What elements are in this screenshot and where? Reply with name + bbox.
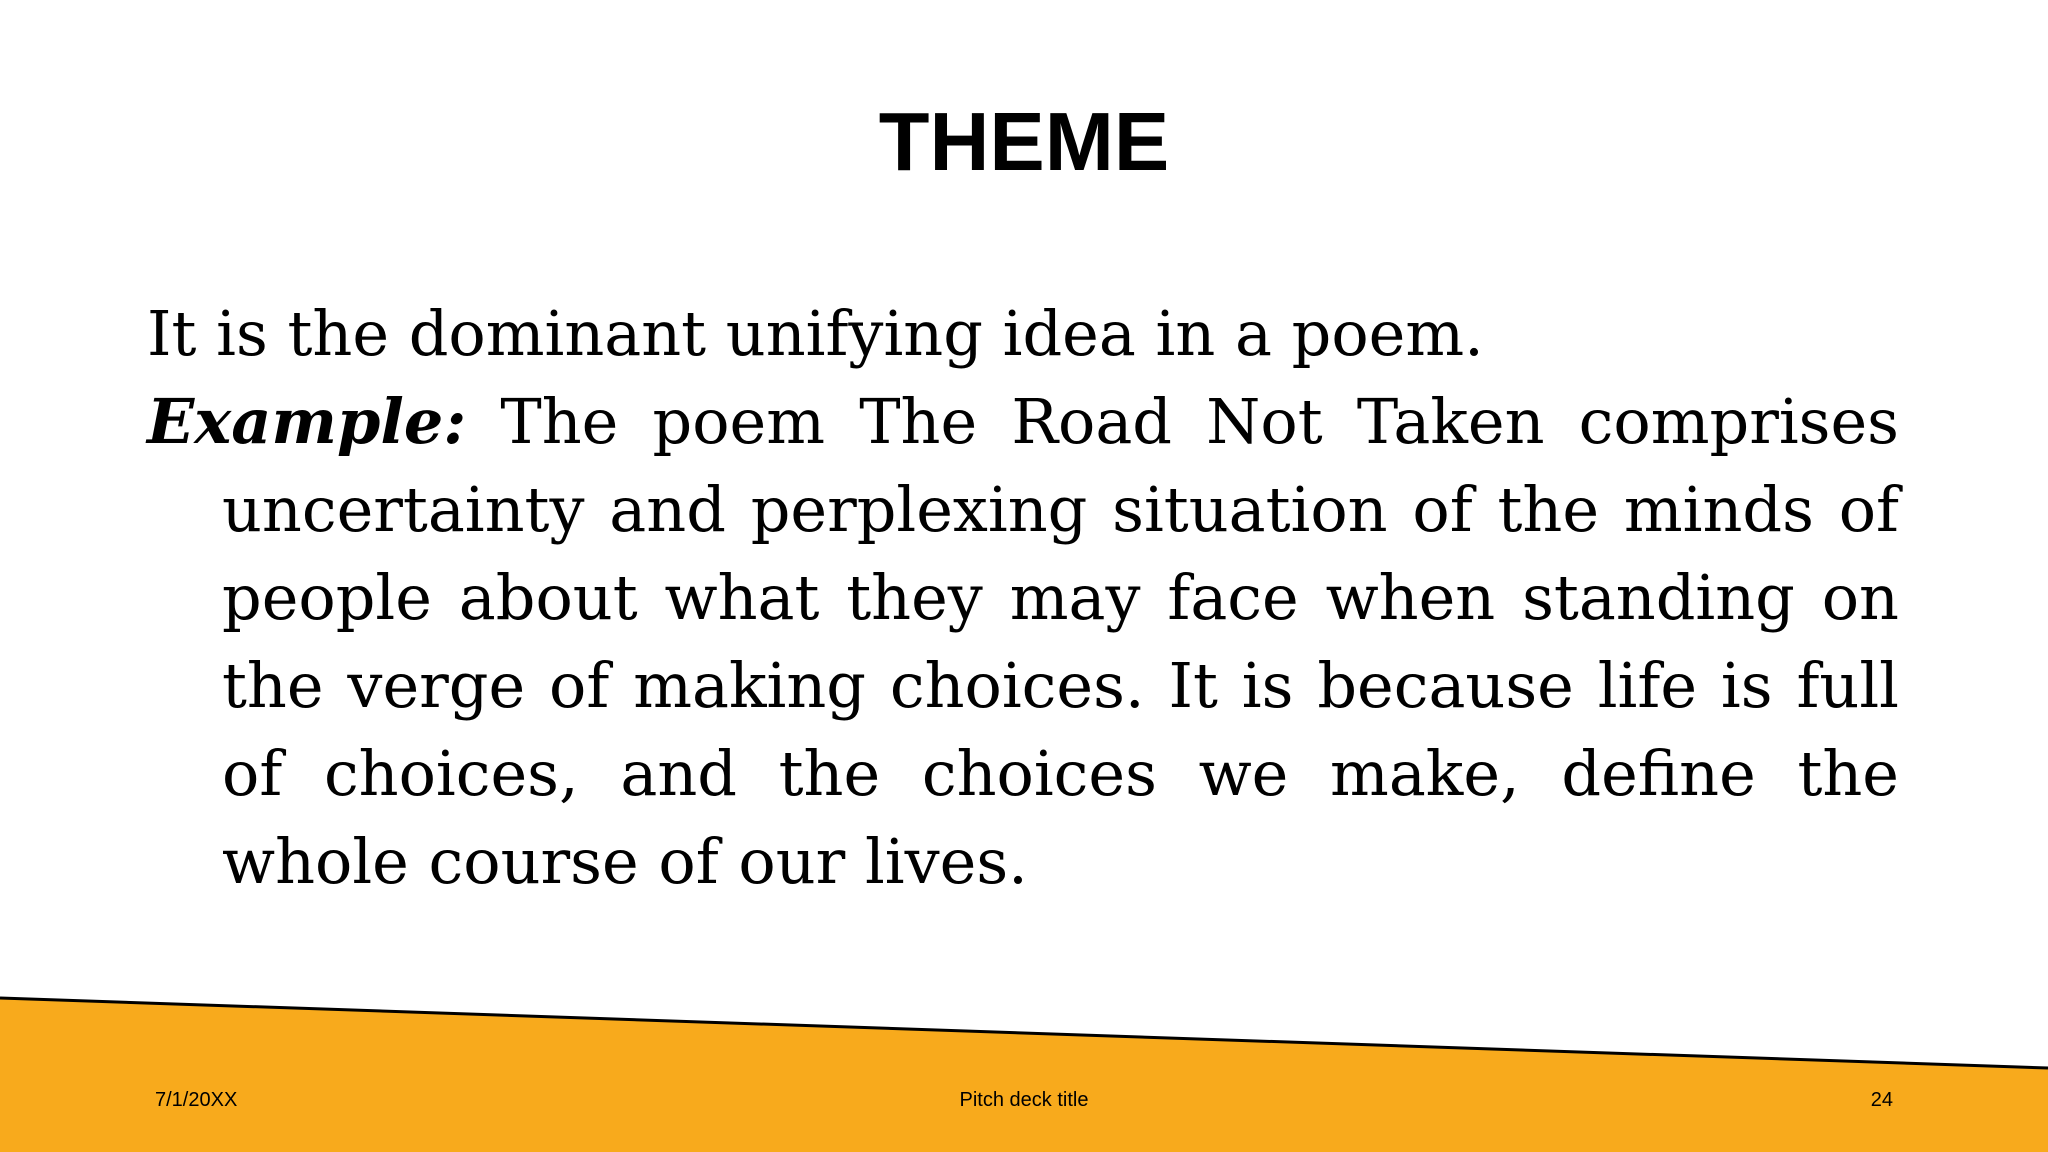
definition-paragraph: It is the dominant unifying idea in a poem. (147, 297, 1484, 370)
footer-page-number: 24 (1870, 1089, 1893, 1111)
example-label: Example: (147, 385, 467, 458)
example-text: The poem The Road Not Taken comprises uncertainty and perplexing situation of the minds of people about what they may face when standing on the verge of making choices. It is because life is full of choices, and the choices we make, define the whole course of our lives. (222, 385, 1899, 898)
footer-date: 7/1/20XX (155, 1089, 238, 1111)
footer-deck-title: Pitch deck title (959, 1089, 1089, 1111)
slide-title: THEME (878, 95, 1170, 188)
footer-accent-shape (0, 998, 2048, 1152)
